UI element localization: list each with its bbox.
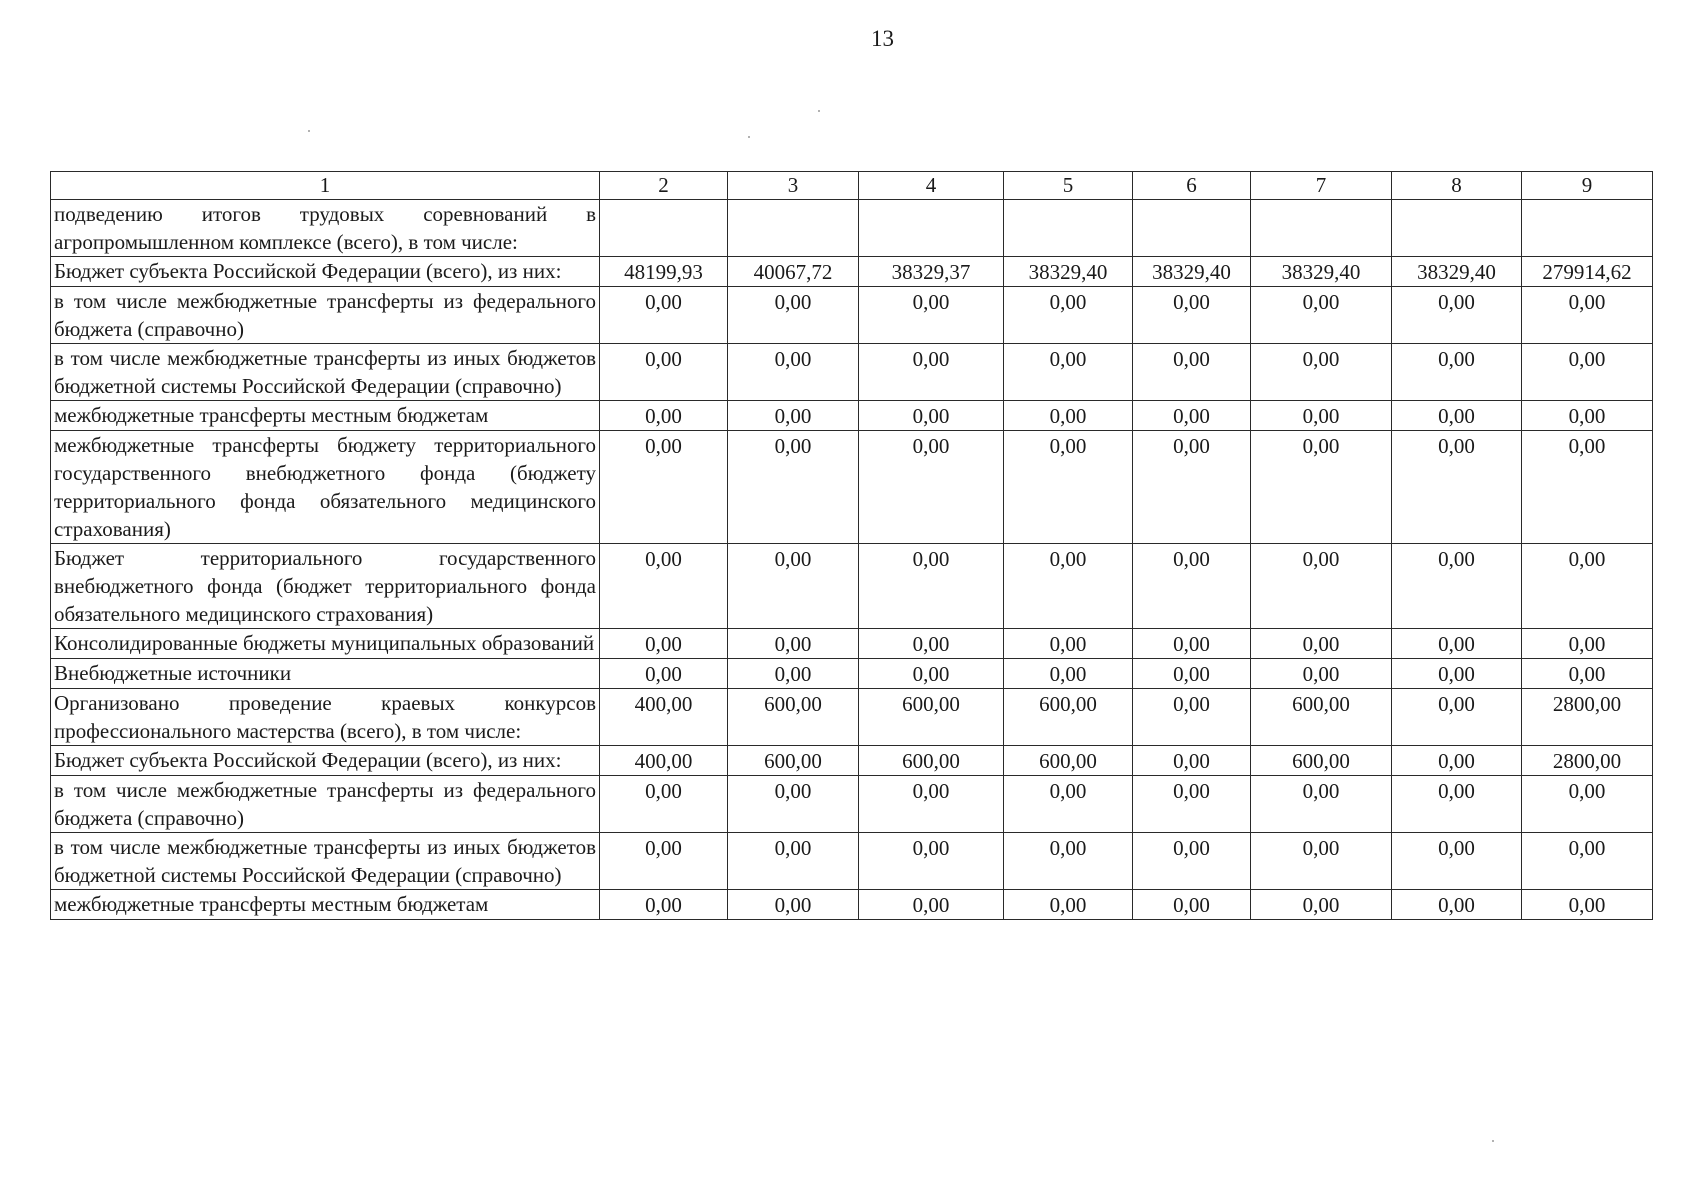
value-cell	[728, 200, 859, 257]
value-cell: 0,00	[1522, 629, 1653, 659]
value-cell: 0,00	[1251, 659, 1392, 689]
value-cell	[859, 200, 1004, 257]
value-cell: 0,00	[1522, 833, 1653, 890]
value-cell: 0,00	[1392, 833, 1522, 890]
value-cell: 0,00	[1133, 431, 1251, 544]
value-cell: 600,00	[859, 689, 1004, 746]
value-cell: 0,00	[1522, 659, 1653, 689]
table-row	[51, 401, 1653, 431]
value-cell: 0,00	[1251, 890, 1392, 920]
column-number: 4	[859, 172, 1004, 200]
value-cell: 2800,00	[1522, 746, 1653, 776]
value-cell: 0,00	[1251, 401, 1392, 431]
page-number: 13	[871, 26, 894, 51]
table-row	[51, 344, 1653, 401]
value-cell	[600, 200, 728, 257]
column-number: 3	[728, 172, 859, 200]
row-label: Бюджет субъекта Российской Федерации (всего), из них:	[51, 257, 600, 287]
table-row	[51, 659, 1653, 689]
value-cell: 0,00	[1522, 401, 1653, 431]
value-cell: 0,00	[1392, 689, 1522, 746]
value-cell: 0,00	[1251, 629, 1392, 659]
value-cell: 0,00	[728, 659, 859, 689]
table-row	[51, 746, 1653, 776]
column-number: 5	[1004, 172, 1133, 200]
value-cell: 0,00	[1392, 287, 1522, 344]
value-cell: 0,00	[1392, 401, 1522, 431]
table-row	[51, 776, 1653, 833]
value-cell: 0,00	[1004, 344, 1133, 401]
value-cell: 0,00	[859, 401, 1004, 431]
value-cell: 0,00	[1392, 659, 1522, 689]
value-cell: 2800,00	[1522, 689, 1653, 746]
value-cell: 0,00	[859, 776, 1004, 833]
value-cell: 0,00	[728, 833, 859, 890]
value-cell: 400,00	[600, 746, 728, 776]
value-cell: 0,00	[1251, 776, 1392, 833]
row-label: Консолидированные бюджеты муниципальных образований	[51, 629, 600, 659]
value-cell: 0,00	[859, 890, 1004, 920]
value-cell: 38329,40	[1251, 257, 1392, 287]
value-cell: 0,00	[1004, 776, 1133, 833]
row-label: в том числе межбюджетные трансферты из федерального бюджета (справочно)	[51, 287, 600, 344]
value-cell: 0,00	[1251, 544, 1392, 629]
value-cell: 600,00	[1004, 746, 1133, 776]
value-cell: 0,00	[1392, 544, 1522, 629]
value-cell: 600,00	[1251, 746, 1392, 776]
column-number: 7	[1251, 172, 1392, 200]
row-label: межбюджетные трансферты бюджету территориального государственного внебюджетного фонда (бюджету территориального фонда обязательного медицинского страхования)	[51, 431, 600, 544]
value-cell: 0,00	[1133, 746, 1251, 776]
value-cell: 0,00	[1004, 544, 1133, 629]
value-cell: 0,00	[728, 544, 859, 629]
value-cell: 0,00	[1251, 431, 1392, 544]
budget-table	[50, 171, 1653, 920]
row-label: в том числе межбюджетные трансферты из иных бюджетов бюджетной системы Российской Федерации (справочно)	[51, 344, 600, 401]
value-cell: 0,00	[1251, 344, 1392, 401]
column-number-row	[51, 172, 1653, 200]
scan-speck	[308, 130, 310, 132]
scan-speck	[748, 136, 750, 138]
value-cell: 0,00	[1004, 629, 1133, 659]
value-cell: 600,00	[728, 689, 859, 746]
scan-speck	[818, 110, 820, 112]
table-row	[51, 689, 1653, 746]
value-cell: 0,00	[600, 833, 728, 890]
value-cell: 0,00	[1392, 746, 1522, 776]
value-cell: 0,00	[600, 401, 728, 431]
value-cell: 40067,72	[728, 257, 859, 287]
table-body	[51, 200, 1653, 920]
table-row	[51, 544, 1653, 629]
value-cell: 0,00	[1133, 890, 1251, 920]
table-row	[51, 287, 1653, 344]
value-cell: 0,00	[728, 344, 859, 401]
row-label: Бюджет территориального государственного внебюджетного фонда (бюджет территориального фонда обязательного медицинского страхования)	[51, 544, 600, 629]
value-cell: 0,00	[859, 344, 1004, 401]
value-cell: 0,00	[728, 776, 859, 833]
value-cell: 0,00	[600, 776, 728, 833]
column-number: 6	[1133, 172, 1251, 200]
value-cell: 0,00	[1004, 659, 1133, 689]
value-cell: 0,00	[859, 833, 1004, 890]
value-cell: 0,00	[1392, 431, 1522, 544]
value-cell: 600,00	[1251, 689, 1392, 746]
column-number: 2	[600, 172, 728, 200]
value-cell: 0,00	[1004, 431, 1133, 544]
value-cell: 0,00	[859, 659, 1004, 689]
value-cell	[1392, 200, 1522, 257]
value-cell: 0,00	[600, 890, 728, 920]
value-cell	[1004, 200, 1133, 257]
table-row	[51, 629, 1653, 659]
value-cell: 0,00	[1133, 544, 1251, 629]
value-cell: 38329,37	[859, 257, 1004, 287]
column-number: 9	[1522, 172, 1653, 200]
value-cell: 0,00	[1522, 287, 1653, 344]
scan-speck	[1492, 1140, 1494, 1142]
value-cell	[1522, 200, 1653, 257]
value-cell: 0,00	[1133, 401, 1251, 431]
value-cell: 0,00	[1133, 629, 1251, 659]
value-cell: 38329,40	[1392, 257, 1522, 287]
value-cell: 0,00	[1004, 890, 1133, 920]
value-cell: 0,00	[859, 544, 1004, 629]
value-cell: 279914,62	[1522, 257, 1653, 287]
value-cell: 0,00	[600, 544, 728, 629]
value-cell: 38329,40	[1004, 257, 1133, 287]
value-cell: 0,00	[728, 890, 859, 920]
value-cell: 0,00	[728, 431, 859, 544]
value-cell: 0,00	[600, 431, 728, 544]
value-cell: 400,00	[600, 689, 728, 746]
value-cell: 0,00	[1392, 344, 1522, 401]
value-cell	[1133, 200, 1251, 257]
value-cell: 0,00	[1522, 890, 1653, 920]
value-cell: 0,00	[728, 629, 859, 659]
table-row	[51, 890, 1653, 920]
table-row	[51, 431, 1653, 544]
value-cell: 0,00	[600, 287, 728, 344]
value-cell: 0,00	[1522, 344, 1653, 401]
value-cell: 0,00	[728, 287, 859, 344]
value-cell: 0,00	[1004, 401, 1133, 431]
value-cell	[1251, 200, 1392, 257]
value-cell: 0,00	[1522, 776, 1653, 833]
value-cell: 0,00	[1004, 833, 1133, 890]
row-label: в том числе межбюджетные трансферты из федерального бюджета (справочно)	[51, 776, 600, 833]
value-cell: 0,00	[1392, 629, 1522, 659]
value-cell: 0,00	[1133, 689, 1251, 746]
value-cell: 0,00	[1392, 776, 1522, 833]
table-row	[51, 833, 1653, 890]
value-cell: 0,00	[1251, 287, 1392, 344]
value-cell: 0,00	[1522, 544, 1653, 629]
value-cell: 0,00	[1133, 344, 1251, 401]
value-cell: 0,00	[1392, 890, 1522, 920]
column-number: 1	[51, 172, 600, 200]
value-cell: 38329,40	[1133, 257, 1251, 287]
value-cell: 0,00	[1522, 431, 1653, 544]
value-cell: 0,00	[1133, 776, 1251, 833]
value-cell: 0,00	[600, 344, 728, 401]
value-cell: 600,00	[1004, 689, 1133, 746]
value-cell: 0,00	[728, 401, 859, 431]
value-cell: 600,00	[859, 746, 1004, 776]
value-cell: 0,00	[859, 287, 1004, 344]
value-cell: 0,00	[1133, 287, 1251, 344]
table-row	[51, 257, 1653, 287]
value-cell: 48199,93	[600, 257, 728, 287]
value-cell: 0,00	[859, 629, 1004, 659]
row-label: межбюджетные трансферты местным бюджетам	[51, 401, 600, 431]
column-number: 8	[1392, 172, 1522, 200]
row-label: межбюджетные трансферты местным бюджетам	[51, 890, 600, 920]
row-label: подведению итогов трудовых соревнований в агропромышленном комплексе (всего), в том числе:	[51, 200, 600, 257]
value-cell: 0,00	[600, 659, 728, 689]
value-cell: 0,00	[1133, 659, 1251, 689]
value-cell: 600,00	[728, 746, 859, 776]
value-cell: 0,00	[1133, 833, 1251, 890]
value-cell: 0,00	[1251, 833, 1392, 890]
row-label: Бюджет субъекта Российской Федерации (всего), из них:	[51, 746, 600, 776]
value-cell: 0,00	[600, 629, 728, 659]
row-label: Внебюджетные источники	[51, 659, 600, 689]
row-label: Организовано проведение краевых конкурсов профессионального мастерства (всего), в том числе:	[51, 689, 600, 746]
row-label: в том числе межбюджетные трансферты из иных бюджетов бюджетной системы Российской Федерации (справочно)	[51, 833, 600, 890]
table-row	[51, 200, 1653, 257]
value-cell: 0,00	[1004, 287, 1133, 344]
value-cell: 0,00	[859, 431, 1004, 544]
